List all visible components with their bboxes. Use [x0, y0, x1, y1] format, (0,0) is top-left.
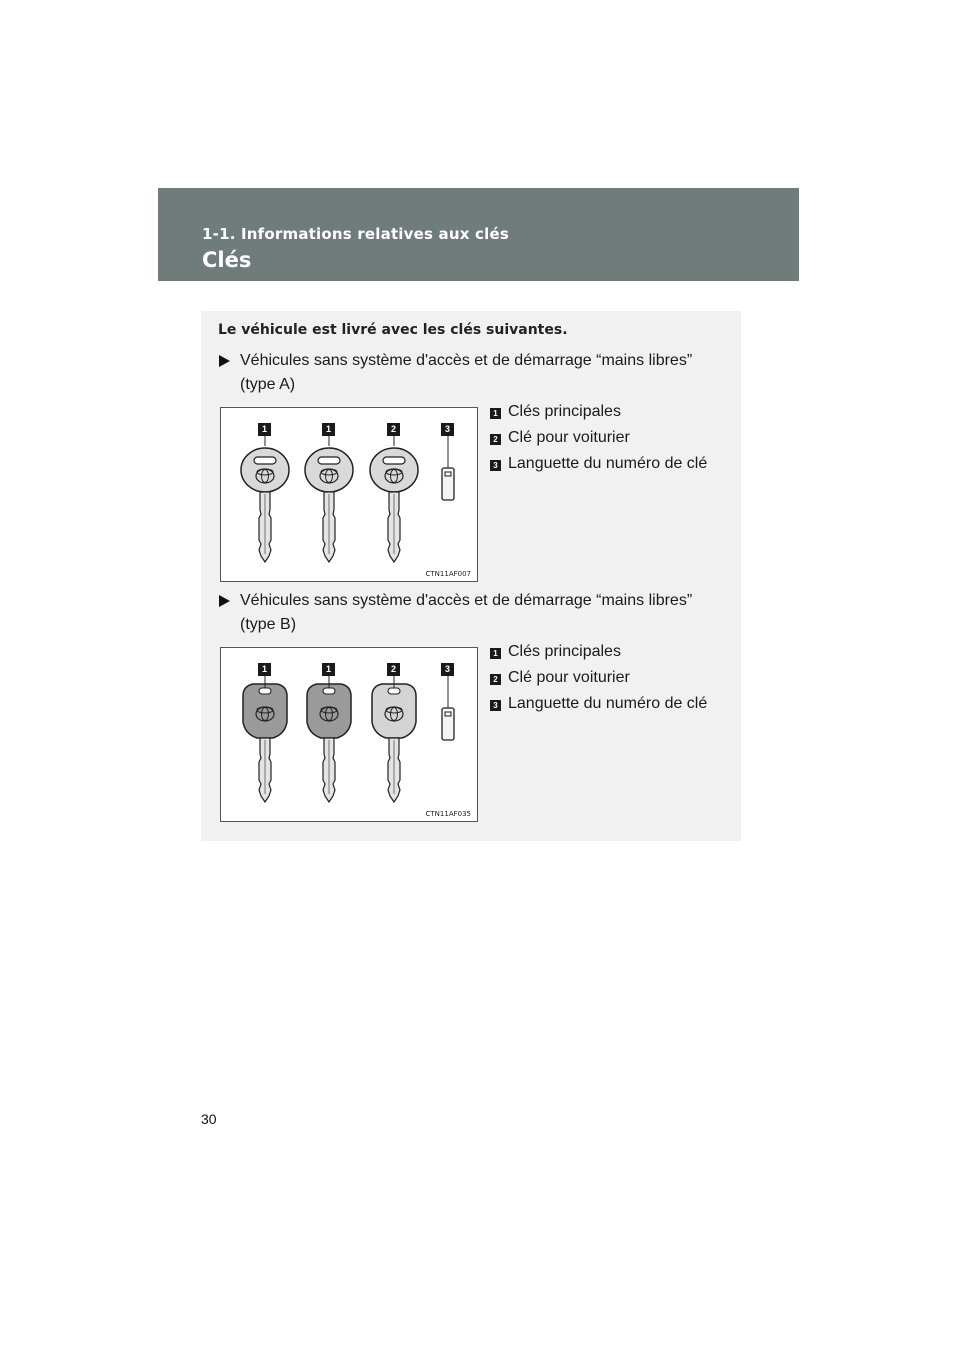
legend-label: Clé pour voiturier	[508, 429, 630, 446]
section-label: 1-1. Informations relatives aux clés	[202, 225, 509, 243]
figure-code: CTN11AF035	[425, 810, 471, 818]
number-badge-icon: 3	[490, 460, 501, 471]
triangle-bullet-icon	[219, 355, 230, 367]
triangle-bullet-icon	[219, 595, 230, 607]
callout-2: 2	[387, 423, 400, 436]
figure-keys-type-b	[220, 647, 478, 822]
legend-label: Languette du numéro de clé	[508, 455, 708, 472]
callout-1: 1	[258, 663, 271, 676]
legend-item	[490, 695, 740, 721]
page-number: 30	[201, 1111, 217, 1127]
legend-type-a	[490, 403, 740, 481]
intro-text: Le véhicule est livré avec les clés suivantes.	[218, 322, 568, 338]
bullet-text-line2: (type A)	[240, 376, 296, 393]
callout-3: 3	[441, 423, 454, 436]
number-badge-icon: 3	[490, 700, 501, 711]
legend-type-b	[490, 643, 740, 721]
chapter-header	[158, 188, 799, 281]
number-badge-icon: 2	[490, 434, 501, 445]
bullet-text-line1: Véhicules sans système d'accès et de démarrage “mains libres”	[240, 592, 693, 609]
bullet-text-line1: Véhicules sans système d'accès et de démarrage “mains libres”	[240, 352, 693, 369]
content-panel	[201, 311, 741, 841]
callout-2: 2	[387, 663, 400, 676]
legend-item	[490, 429, 740, 455]
legend-label: Clé pour voiturier	[508, 669, 630, 686]
number-badge-icon: 1	[490, 648, 501, 659]
legend-label: Clés principales	[508, 643, 621, 660]
page-title: Clés	[202, 248, 252, 272]
callout-1: 1	[322, 663, 335, 676]
legend-label: Clés principales	[508, 403, 621, 420]
legend-item	[490, 643, 740, 669]
callout-1: 1	[258, 423, 271, 436]
number-badge-icon: 1	[490, 408, 501, 419]
legend-item	[490, 403, 740, 429]
number-badge-icon: 2	[490, 674, 501, 685]
legend-item	[490, 669, 740, 695]
legend-item	[490, 455, 740, 481]
figure-keys-type-a	[220, 407, 478, 582]
bullet-text-line2: (type B)	[240, 616, 297, 633]
legend-label: Languette du numéro de clé	[508, 695, 708, 712]
figure-code: CTN11AF007	[425, 570, 471, 578]
callout-3: 3	[441, 663, 454, 676]
callout-1: 1	[322, 423, 335, 436]
